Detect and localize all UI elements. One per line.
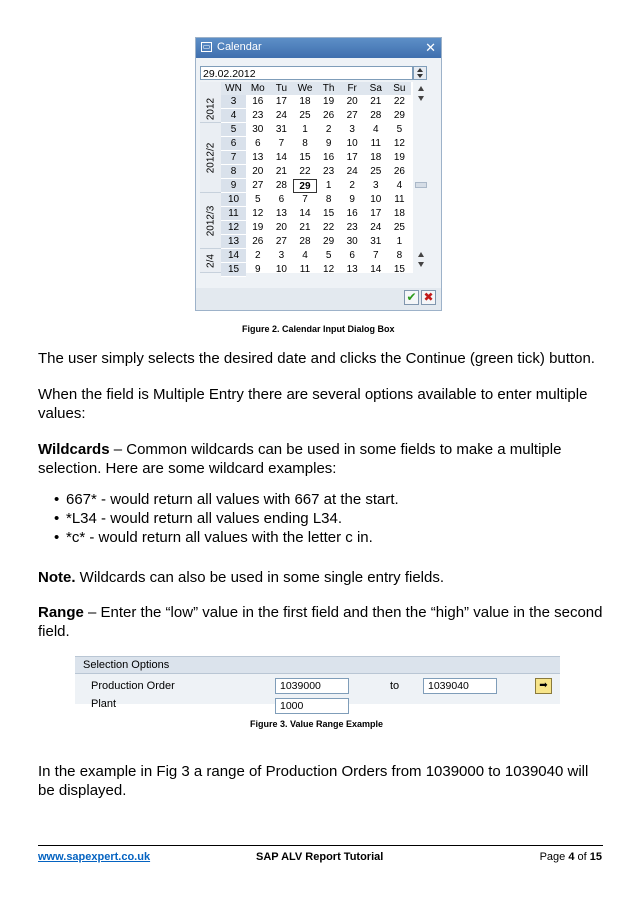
calendar-day[interactable]: 20 [252, 166, 264, 177]
calendar-day[interactable]: 30 [346, 236, 358, 247]
total-pages: 15 [589, 851, 602, 863]
term-note: Note. [38, 569, 76, 586]
date-spinner[interactable] [413, 66, 427, 80]
week-number[interactable]: 12 [221, 221, 246, 235]
term-wildcards: Wildcards [38, 441, 110, 458]
calendar-day[interactable]: 18 [299, 96, 311, 107]
month-label-text: 2012/3 [205, 205, 216, 236]
calendar-window-icon: ▭ [202, 42, 211, 51]
calendar-dialog [195, 37, 442, 311]
page-of: of [574, 851, 590, 863]
spin-up-icon[interactable] [417, 68, 423, 72]
current-page: 4 [568, 851, 575, 863]
calendar-day[interactable]: 29 [293, 179, 317, 193]
calendar-day[interactable]: 7 [373, 250, 379, 261]
calendar-day[interactable]: 15 [299, 152, 311, 163]
weekday-header: Th [317, 82, 341, 95]
calendar-day[interactable]: 11 [394, 194, 405, 205]
calendar-day[interactable]: 9 [255, 264, 261, 275]
calendar-day[interactable]: 14 [299, 208, 311, 219]
scroll-up-icon[interactable] [418, 86, 424, 91]
calendar-day[interactable]: 31 [370, 236, 382, 247]
calendar-day[interactable]: 5 [396, 124, 403, 135]
scroll-up-icon[interactable] [418, 252, 424, 257]
month-label [200, 249, 221, 273]
calendar-scrollbar[interactable] [415, 82, 427, 273]
paragraph-wildcards [38, 440, 608, 478]
to-label: to [390, 680, 400, 692]
website-link[interactable]: www.sapexpert.co.uk [38, 851, 151, 863]
calendar-day[interactable]: 25 [299, 110, 311, 121]
multiple-selection-arrow-icon: ➡ [539, 680, 548, 691]
footer-rule [38, 845, 603, 846]
calendar-day[interactable]: 30 [252, 124, 264, 135]
week-number[interactable]: 7 [221, 151, 246, 165]
scroll-thumb[interactable] [415, 182, 427, 188]
calendar-day[interactable]: 14 [370, 264, 382, 275]
weekday-header: We [293, 82, 317, 95]
calendar-day[interactable]: 12 [323, 264, 335, 275]
calendar-day[interactable]: 17 [346, 152, 358, 163]
month-label-text: 2/4 [205, 253, 216, 268]
calendar-day[interactable]: 7 [302, 194, 308, 205]
week-number[interactable]: 5 [221, 123, 246, 137]
week-number[interactable]: 6 [221, 137, 246, 151]
week-number[interactable]: 9 [221, 179, 246, 193]
cancel-button[interactable] [421, 290, 436, 305]
calendar-day[interactable]: 28 [275, 180, 287, 191]
weekday-header: Mo [246, 82, 270, 95]
calendar-day[interactable]: 28 [299, 236, 311, 247]
calendar-day[interactable]: 18 [393, 208, 405, 219]
plant-input[interactable]: 1000 [275, 698, 349, 714]
calendar-day[interactable]: 28 [370, 110, 382, 121]
calendar-day[interactable]: 1 [302, 124, 308, 135]
calendar-day[interactable]: 27 [346, 110, 358, 121]
calendar-day[interactable]: 4 [373, 124, 379, 135]
calendar-day[interactable]: 6 [349, 250, 355, 261]
week-number[interactable]: 15 [221, 263, 246, 277]
week-number[interactable]: 8 [221, 165, 246, 179]
red-cross-icon: ✖ [423, 290, 434, 304]
page-prefix: Page [539, 851, 569, 863]
week-number[interactable]: 13 [221, 235, 246, 249]
week-number[interactable]: 4 [221, 109, 246, 123]
calendar-day[interactable]: 5 [255, 194, 261, 205]
week-number[interactable]: 11 [221, 207, 246, 221]
continue-button[interactable] [404, 290, 419, 305]
paragraph: When the field is Multiple Entry there are several options available to enter multiple values: [38, 386, 588, 422]
calendar-day[interactable]: 23 [323, 166, 335, 177]
calendar-day[interactable]: 20 [346, 96, 358, 107]
calendar-day[interactable]: 20 [275, 222, 287, 233]
calendar-day[interactable]: 16 [252, 96, 264, 107]
wildcards-description: – Common wildcards can be used in some fields to make a multiple selection. Here are some wildcard examples: [38, 441, 562, 477]
weekday-header: Sa [364, 82, 388, 95]
calendar-day[interactable]: 8 [325, 194, 332, 205]
calendar-day[interactable]: 6 [255, 138, 261, 149]
calendar-day[interactable]: 9 [325, 138, 332, 149]
calendar-day[interactable]: 11 [299, 264, 311, 275]
calendar-day[interactable]: 17 [275, 96, 287, 107]
multiple-selection-button[interactable] [535, 678, 552, 694]
weekday-header: Tu [270, 82, 294, 95]
calendar-day[interactable]: 26 [252, 236, 264, 247]
calendar-day[interactable]: 14 [275, 152, 287, 163]
calendar-day[interactable]: 8 [396, 250, 403, 261]
paragraph-range [38, 603, 608, 641]
figure-caption: Figure 2. Calendar Input Dialog Box [242, 324, 395, 334]
header-wn: WN [221, 82, 246, 95]
calendar-day[interactable]: 2 [325, 124, 332, 135]
production-order-high-input[interactable]: 1039040 [423, 678, 497, 694]
calendar-day[interactable]: 23 [346, 222, 358, 233]
selection-options-panel [75, 656, 560, 712]
paragraph-note [38, 568, 608, 587]
calendar-day[interactable]: 24 [370, 222, 382, 233]
calendar-day[interactable]: 9 [349, 194, 355, 205]
list-item: • *c* - would return all values with the letter c in. [38, 528, 399, 547]
month-label-text: 2012/2 [205, 142, 216, 173]
calendar-day[interactable]: 27 [252, 180, 264, 191]
dialog-title: Calendar [217, 41, 262, 53]
calendar-day[interactable]: 1 [396, 236, 403, 247]
weekday-header: Su [388, 82, 412, 95]
calendar-day[interactable]: 29 [393, 110, 405, 121]
month-label [200, 193, 221, 249]
scroll-down-icon[interactable] [418, 96, 424, 101]
calendar-day[interactable]: 24 [346, 166, 358, 177]
calendar-day[interactable]: 10 [370, 194, 382, 205]
term-range: Range [38, 604, 84, 621]
calendar-day[interactable]: 19 [393, 152, 405, 163]
dialog-footer [196, 288, 441, 310]
green-tick-icon: ✔ [406, 290, 417, 304]
month-label-text: 2012 [205, 97, 216, 120]
list-item: • 667* - would return all values with 667 at the start. [38, 490, 399, 509]
calendar-day[interactable]: 21 [275, 166, 287, 177]
paragraph: The user simply selects the desired date and clicks the Continue (green tick) button. [38, 350, 595, 367]
weekday-header: Fr [340, 82, 364, 95]
paragraph: In the example in Fig 3 a range of Production Orders from 1039000 to 1039040 will be displayed. [38, 763, 589, 799]
calendar-day[interactable]: 11 [370, 138, 381, 149]
page-number [540, 851, 602, 863]
calendar-day[interactable]: 27 [275, 236, 287, 247]
calendar-day[interactable]: 25 [393, 222, 405, 233]
calendar-day[interactable]: 26 [393, 166, 405, 177]
calendar-day[interactable]: 21 [299, 222, 311, 233]
scroll-down-icon[interactable] [418, 262, 424, 267]
list-item: • *L34 - would return all values ending L34. [38, 509, 399, 528]
production-order-low-input[interactable]: 1039000 [275, 678, 349, 694]
note-description: Wildcards can also be used in some single entry fields. [75, 569, 445, 586]
calendar-day[interactable]: 1 [325, 180, 332, 191]
month-label [200, 123, 221, 193]
date-input[interactable]: 29.02.2012 [200, 66, 413, 80]
calendar-day[interactable]: 2 [349, 180, 355, 191]
calendar-day[interactable]: 22 [393, 96, 405, 107]
calendar-day[interactable]: 22 [323, 222, 335, 233]
close-icon[interactable]: ✕ [425, 40, 436, 55]
calendar-day[interactable]: 4 [302, 250, 308, 261]
calendar-day[interactable]: 2 [255, 250, 261, 261]
calendar-day[interactable]: 10 [346, 138, 358, 149]
calendar-grid [200, 82, 413, 273]
calendar-day[interactable]: 10 [275, 264, 287, 275]
calendar-day[interactable]: 15 [323, 208, 335, 219]
calendar-day[interactable]: 16 [346, 208, 358, 219]
calendar-day[interactable]: 23 [252, 110, 264, 121]
calendar-day[interactable]: 16 [323, 152, 335, 163]
wildcard-examples-list [38, 490, 399, 547]
calendar-day[interactable]: 12 [252, 208, 264, 219]
calendar-day[interactable]: 8 [302, 138, 308, 149]
calendar-day[interactable]: 13 [252, 152, 264, 163]
calendar-day[interactable]: 3 [349, 124, 355, 135]
dialog-title-bar [196, 38, 441, 58]
plant-label: Plant [91, 698, 117, 710]
calendar-day[interactable]: 7 [278, 138, 285, 149]
figure-caption: Figure 3. Value Range Example [250, 719, 384, 729]
calendar-day[interactable]: 18 [370, 152, 382, 163]
calendar-day[interactable]: 19 [252, 222, 264, 233]
footer-title: SAP ALV Report Tutorial [256, 851, 384, 863]
calendar-day[interactable]: 24 [275, 110, 287, 121]
production-order-label: Production Order [91, 680, 175, 692]
calendar-day[interactable]: 17 [370, 208, 382, 219]
calendar-day[interactable]: 19 [323, 96, 335, 107]
calendar-day[interactable]: 29 [323, 236, 335, 247]
calendar-day[interactable]: 15 [393, 264, 405, 275]
week-number[interactable]: 14 [221, 249, 246, 263]
calendar-day[interactable]: 3 [373, 180, 379, 191]
week-number[interactable]: 10 [221, 193, 246, 207]
calendar-day[interactable]: 12 [393, 138, 405, 149]
spin-down-icon[interactable] [417, 74, 423, 78]
calendar-day[interactable]: 21 [370, 96, 382, 107]
range-description: – Enter the “low” value in the first field and then the “high” value in the second field. [38, 604, 603, 640]
calendar-day[interactable]: 5 [325, 250, 332, 261]
calendar-day[interactable]: 26 [323, 110, 335, 121]
week-number[interactable]: 3 [221, 95, 246, 109]
calendar-day[interactable]: 4 [396, 180, 403, 191]
month-label [200, 95, 221, 123]
calendar-day[interactable]: 22 [299, 166, 311, 177]
selection-options-header: Selection Options [75, 656, 560, 674]
calendar-day[interactable]: 13 [275, 208, 287, 219]
calendar-day[interactable]: 25 [370, 166, 382, 177]
calendar-day[interactable]: 6 [278, 194, 285, 205]
calendar-day[interactable]: 31 [275, 124, 287, 135]
calendar-day[interactable]: 13 [346, 264, 358, 275]
calendar-day[interactable]: 3 [278, 250, 285, 261]
month-column [200, 82, 221, 273]
